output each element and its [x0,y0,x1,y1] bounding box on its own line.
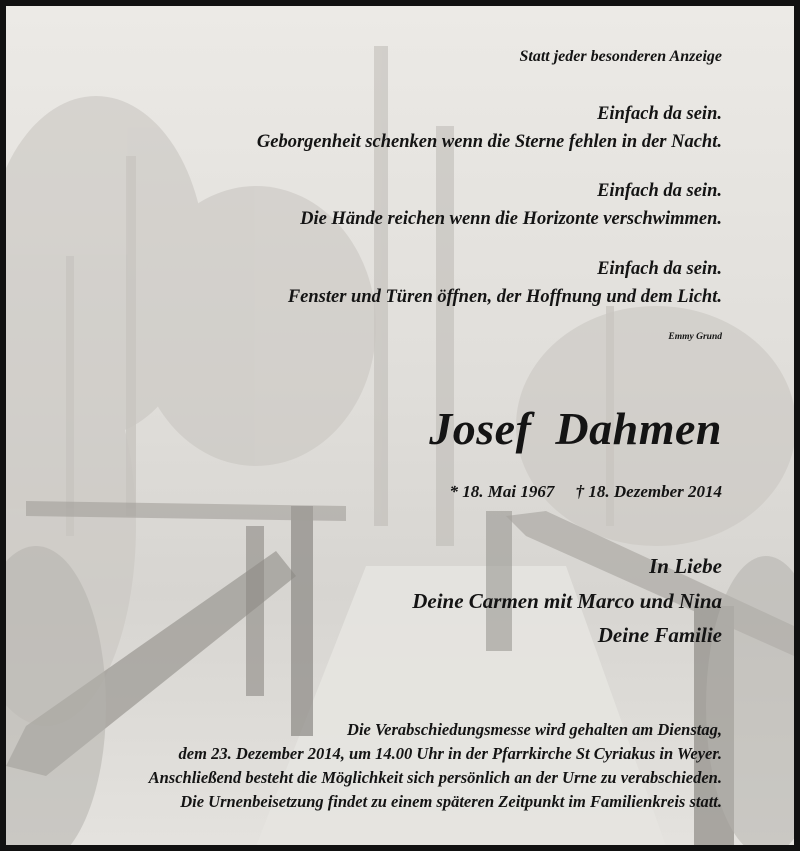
poem-refrain-2: Einfach da sein. [597,181,722,201]
service-line-2: dem 23. Dezember 2014, um 14.00 Uhr in der Pfarrkirche St Cyriakus in Weyer. [178,744,722,763]
birth-date: * 18. Mai 1967 [449,482,555,501]
deceased-name [429,402,722,455]
poem-author: Emmy Grund [668,332,722,342]
death-date: † 18. Dezember 2014 [575,482,722,501]
mourners-line-1: In Liebe [649,554,722,578]
poem-line-3: Fenster und Türen öffnen, der Hoffnung und dem Licht. [287,287,722,307]
deceased-last-name: Dahmen [555,403,722,454]
poem-line-1: Geborgenheit schenken wenn die Sterne fehlen in der Nacht. [256,132,722,152]
mourners-line-3: Deine Familie [597,623,722,647]
poem-refrain-3: Einfach da sein. [597,259,722,279]
life-dates [450,482,722,502]
service-line-1: Die Verabschiedungsmesse wird gehalten am Dienstag, [347,720,722,739]
poem-refrain-1: Einfach da sein. [597,104,722,124]
mourners-line-2: Deine Carmen mit Marco und Nina [412,589,722,613]
poem-line-2: Die Hände reichen wenn die Horizonte verschwimmen. [300,209,722,229]
service-line-4: Die Urnenbeisetzung findet zu einem späteren Zeitpunkt im Familienkreis statt. [180,792,722,811]
deceased-first-name: Josef [429,403,532,454]
service-line-3: Anschließend besteht die Möglichkeit sich persönlich an der Urne zu verabschieden. [148,768,722,787]
header-notice: Statt jeder besonderen Anzeige [519,48,722,65]
